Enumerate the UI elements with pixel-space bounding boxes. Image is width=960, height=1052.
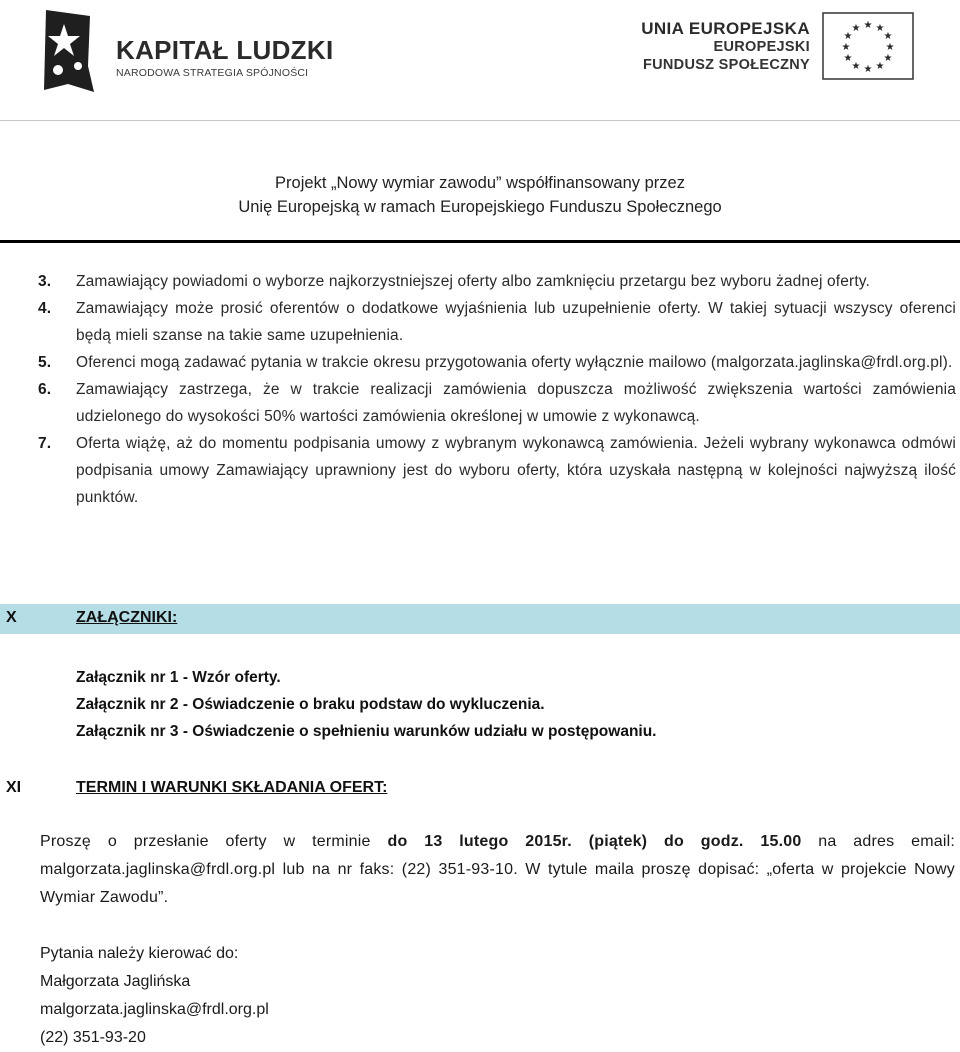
attachment-item: Załącznik nr 3 - Oświadczenie o spełnieniu warunków udziału w postępowaniu. [76,723,657,740]
kapital-ludzki-subtitle: NARODOWA STRATEGIA SPÓJNOŚCI [116,67,309,79]
svg-text:★: ★ [841,42,851,53]
section-x-title: ZAŁĄCZNIKI: [76,609,178,626]
item-number: 5. [38,354,52,371]
section-xi-heading-bar [0,774,960,804]
section-xi-title: TERMIN I WARUNKI SKŁADANIA OFERT: [76,779,388,796]
svg-text:★: ★ [875,61,885,72]
list-item [38,376,956,430]
attachment-item: Załącznik nr 2 - Oświadczenie o braku podstaw do wykluczenia. [76,696,545,713]
terms-text-post: na adres email: malgorzata.jaglinska@frdl.org.pl lub na nr faks: (22) 351-93-10. W tytule maila proszę dopisać: „oferta w projekcie Nowy Wymiar Zawodu”. [40,833,955,906]
list-item [38,295,956,349]
list-item [38,349,956,376]
item-number: 4. [38,300,52,317]
attachment-item: Załącznik nr 1 - Wzór oferty. [76,669,281,686]
page-header [0,0,960,118]
svg-text:★: ★ [851,23,861,34]
terms-deadline: do 13 lutego 2015r. (piątek) do godz. 15.00 [387,833,802,850]
eu-logo-title: UNIA EUROPEJSKA [641,19,810,38]
svg-text:★: ★ [863,64,873,75]
item-number: 7. [38,435,52,452]
item-text: Zamawiający powiadomi o wyborze najkorzystniejszej oferty albo zamknięciu przetargu bez wyboru żadnej oferty. [76,273,870,290]
svg-text:★: ★ [851,61,861,72]
svg-text:★: ★ [863,20,873,31]
attachments-list [76,664,657,745]
project-line-2: Unię Europejską w ramach Europejskiego Funduszu Społecznego [238,198,722,216]
kapital-ludzki-logo-icon [38,6,102,94]
project-statement [0,171,960,219]
item-number: 3. [38,273,52,290]
eu-logo-line3: FUNDUSZ SPOŁECZNY [642,57,810,73]
svg-text:★: ★ [875,23,885,34]
section-x-heading-bar [0,604,960,634]
header-divider [0,120,960,121]
section-xi-number: XI [6,779,22,796]
eu-flag-icon [822,12,914,80]
item-number: 6. [38,381,52,398]
svg-text:★: ★ [843,31,853,42]
item-text: Oferenci mogą zadawać pytania w trakcie okresu przygotowania oferty wyłącznie mailowo (malgorzata.jaglinska@frdl.org.pl). [76,354,953,371]
kapital-ludzki-title: KAPITAŁ LUDZKI [116,35,334,65]
svg-text:★: ★ [885,42,895,53]
contact-email: malgorzata.jaglinska@frdl.org.pl [40,1001,269,1018]
project-line-1: Projekt „Nowy wymiar zawodu” współfinansowany przez [275,174,685,192]
contact-intro: Pytania należy kierować do: [40,945,239,962]
project-divider [0,240,960,243]
contact-name: Małgorzata Jaglińska [40,973,191,990]
eu-logo-line2: EUROPEJSKI [713,39,810,55]
item-text: Oferta wiążę, aż do momentu podpisania umowy z wybranym wykonawcą zamówienia. Jeżeli wybrany wykonawca odmówi podpisania umowy Zamawiający uprawniony jest do wyboru oferty, która uzyskała następną w kolejności najwyższą ilość punktów. [76,435,956,506]
contact-block [40,940,269,1052]
svg-text:★: ★ [883,31,893,42]
terms-text-pre: Proszę o przesłanie oferty w terminie [40,833,388,850]
contact-phone: (22) 351-93-20 [40,1029,146,1046]
conditions-list [38,268,956,511]
section-x-number: X [6,609,17,626]
list-item [38,268,956,295]
item-text: Zamawiający może prosić oferentów o dodatkowe wyjaśnienia lub uzupełnienie oferty. W takiej sytuacji wszyscy oferenci będą mieli szanse na takie same uzupełnienia. [76,300,956,344]
submission-terms-paragraph [40,828,955,912]
list-item [38,430,956,511]
svg-text:★: ★ [883,53,893,64]
item-text: Zamawiający zastrzega, że w trakcie realizacji zamówienia dopuszcza możliwość zwiększenia wartości zamówienia udzielonego do wysokości 50% wartości zamówienia określonej w umowie z wykonawcą. [76,381,956,425]
svg-text:★: ★ [843,53,853,64]
